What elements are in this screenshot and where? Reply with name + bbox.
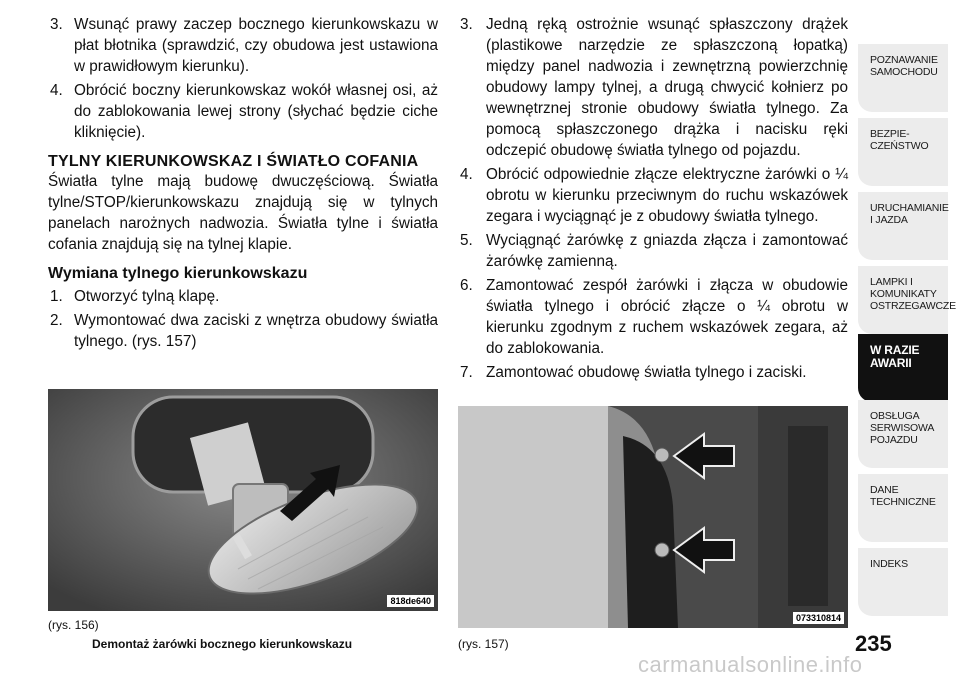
list-item bbox=[456, 14, 848, 161]
list-item bbox=[48, 286, 438, 307]
steps-list-top bbox=[48, 14, 438, 143]
figure-156-image bbox=[48, 389, 438, 611]
tab-lampki-i-komunikaty[interactable] bbox=[858, 266, 956, 334]
tab-indeks[interactable] bbox=[858, 548, 948, 616]
tab-label: POZNAWANIE bbox=[870, 54, 938, 66]
list-item bbox=[48, 80, 438, 143]
figure-label: (rys. 156) bbox=[48, 618, 99, 632]
step-number: 1. bbox=[50, 288, 63, 305]
step-text: Jedną ręką ostrożnie wsunąć spłaszczony drążek (plastikowe narzędzie ze spłaszczoną łopatką) między panel nadwozia i zewnętrzną powierzchnię obudowy lampy tylnej, a drugą chwycić kołnierz po wewnętrznej stronie obudowy światła tylnego. Za pomocą spłaszczonego drążka i nacisku ręki odczepić obudowę światła tylnego od pojazdu. bbox=[486, 16, 848, 159]
step-number: 3. bbox=[460, 16, 473, 33]
tab-label: SERWISOWA bbox=[870, 422, 935, 434]
tab-label: I JAZDA bbox=[870, 214, 908, 226]
tab-label: INDEKS bbox=[870, 558, 908, 570]
steps-list-right bbox=[456, 14, 848, 383]
step-text: Otworzyć tylną klapę. bbox=[74, 288, 220, 305]
page-number: 235 bbox=[855, 631, 892, 656]
tab-label: URUCHAMIANIE bbox=[870, 202, 949, 214]
figure-code: 818de640 bbox=[387, 595, 434, 607]
steps-list-bottom bbox=[48, 286, 438, 352]
step-text: Wyciągnąć żarówkę z gniazda złącza i zamontować żarówkę zamienną. bbox=[486, 232, 848, 270]
tab-label: OSTRZEGAWCZE bbox=[870, 300, 956, 312]
tab-label: OBSŁUGA bbox=[870, 410, 920, 422]
list-item bbox=[456, 362, 848, 383]
step-number: 5. bbox=[460, 232, 473, 249]
list-item bbox=[456, 164, 848, 227]
list-item bbox=[456, 275, 848, 359]
list-item bbox=[48, 14, 438, 77]
figure-157-image bbox=[458, 406, 848, 628]
right-column bbox=[456, 14, 848, 386]
watermark: carmanualsonline.info bbox=[638, 652, 863, 677]
tab-poznawanie-samochodu[interactable] bbox=[858, 44, 948, 112]
tab-label: TECHNICZNE bbox=[870, 496, 936, 508]
side-marker-illustration bbox=[48, 389, 438, 611]
figure-caption: Demontaż żarówki bocznego kierunkowskazu bbox=[92, 637, 353, 651]
section-heading: TYLNY KIERUNKOWSKAZ I ŚWIATŁO COFANIA bbox=[48, 153, 419, 170]
step-number: 4. bbox=[460, 166, 473, 183]
tab-dane-techniczne[interactable] bbox=[858, 474, 948, 542]
step-number: 2. bbox=[50, 312, 63, 329]
step-number: 7. bbox=[460, 364, 473, 381]
step-number: 4. bbox=[50, 82, 63, 99]
tab-bezpieczenstwo[interactable] bbox=[858, 118, 948, 186]
chapter-sidebar bbox=[858, 0, 960, 678]
tab-label: SAMOCHODU bbox=[870, 66, 938, 78]
step-text: Zamontować zespół żarówki i złącza w obudowie światła tylnego i obrócić złącze o ¼ obrotu w kierunku zgodnym z ruchem wskazówek zegara, aż do zablokowania. bbox=[486, 277, 848, 357]
list-item bbox=[456, 230, 848, 272]
subsection-heading: Wymiana tylnego kierunkowskazu bbox=[48, 265, 308, 282]
step-text: Zamontować obudowę światła tylnego i zaciski. bbox=[486, 364, 807, 381]
figure-label: (rys. 157) bbox=[458, 637, 509, 651]
figure-code: 073310814 bbox=[793, 612, 844, 624]
tab-obsluga-serwisowa[interactable] bbox=[858, 400, 948, 468]
left-column bbox=[48, 14, 438, 355]
section-paragraph: Światła tylne mają budowę dwuczęściową. Światła tylne/STOP/kierunkowskazu znajdują się w tylnych panelach narożnych nadwozia. Światła tylne i światła cofania znajdują się na tylnej klapie. bbox=[48, 173, 438, 253]
step-text: Obrócić odpowiednie złącze elektryczne żarówki o ¼ obrotu w kierunku przeciwnym do ruchu wskazówek zegara i wyciągnąć je z obudowy światła tylnego. bbox=[486, 166, 848, 225]
tab-label: AWARII bbox=[870, 356, 912, 370]
tab-label: BEZPIE- bbox=[870, 128, 910, 140]
tab-label: DANE bbox=[870, 484, 899, 496]
tab-label: KOMUNIKATY bbox=[870, 288, 937, 300]
tab-label: W RAZIE bbox=[870, 343, 920, 357]
step-number: 6. bbox=[460, 277, 473, 294]
step-text: Wymontować dwa zaciski z wnętrza obudowy światła tylnego. (rys. 157) bbox=[74, 312, 438, 350]
tail-lamp-illustration bbox=[458, 406, 848, 628]
step-text: Obrócić boczny kierunkowskaz wokół własnej osi, aż do zablokowania lewej strony (słychać będzie ciche kliknięcie). bbox=[74, 82, 438, 141]
tab-uruchamianie-i-jazda[interactable] bbox=[858, 192, 948, 260]
tab-label: CZEŃSTWO bbox=[870, 140, 929, 152]
tab-label: POJAZDU bbox=[870, 434, 918, 446]
tab-label: LAMPKI I bbox=[870, 276, 913, 288]
step-text: Wsunąć prawy zaczep bocznego kierunkowskazu w płat błotnika (sprawdzić, czy obudowa jest ustawiona w prawidłowym kierunku). bbox=[74, 16, 438, 75]
step-number: 3. bbox=[50, 16, 63, 33]
list-item bbox=[48, 310, 438, 352]
tab-w-razie-awarii[interactable] bbox=[858, 334, 948, 402]
